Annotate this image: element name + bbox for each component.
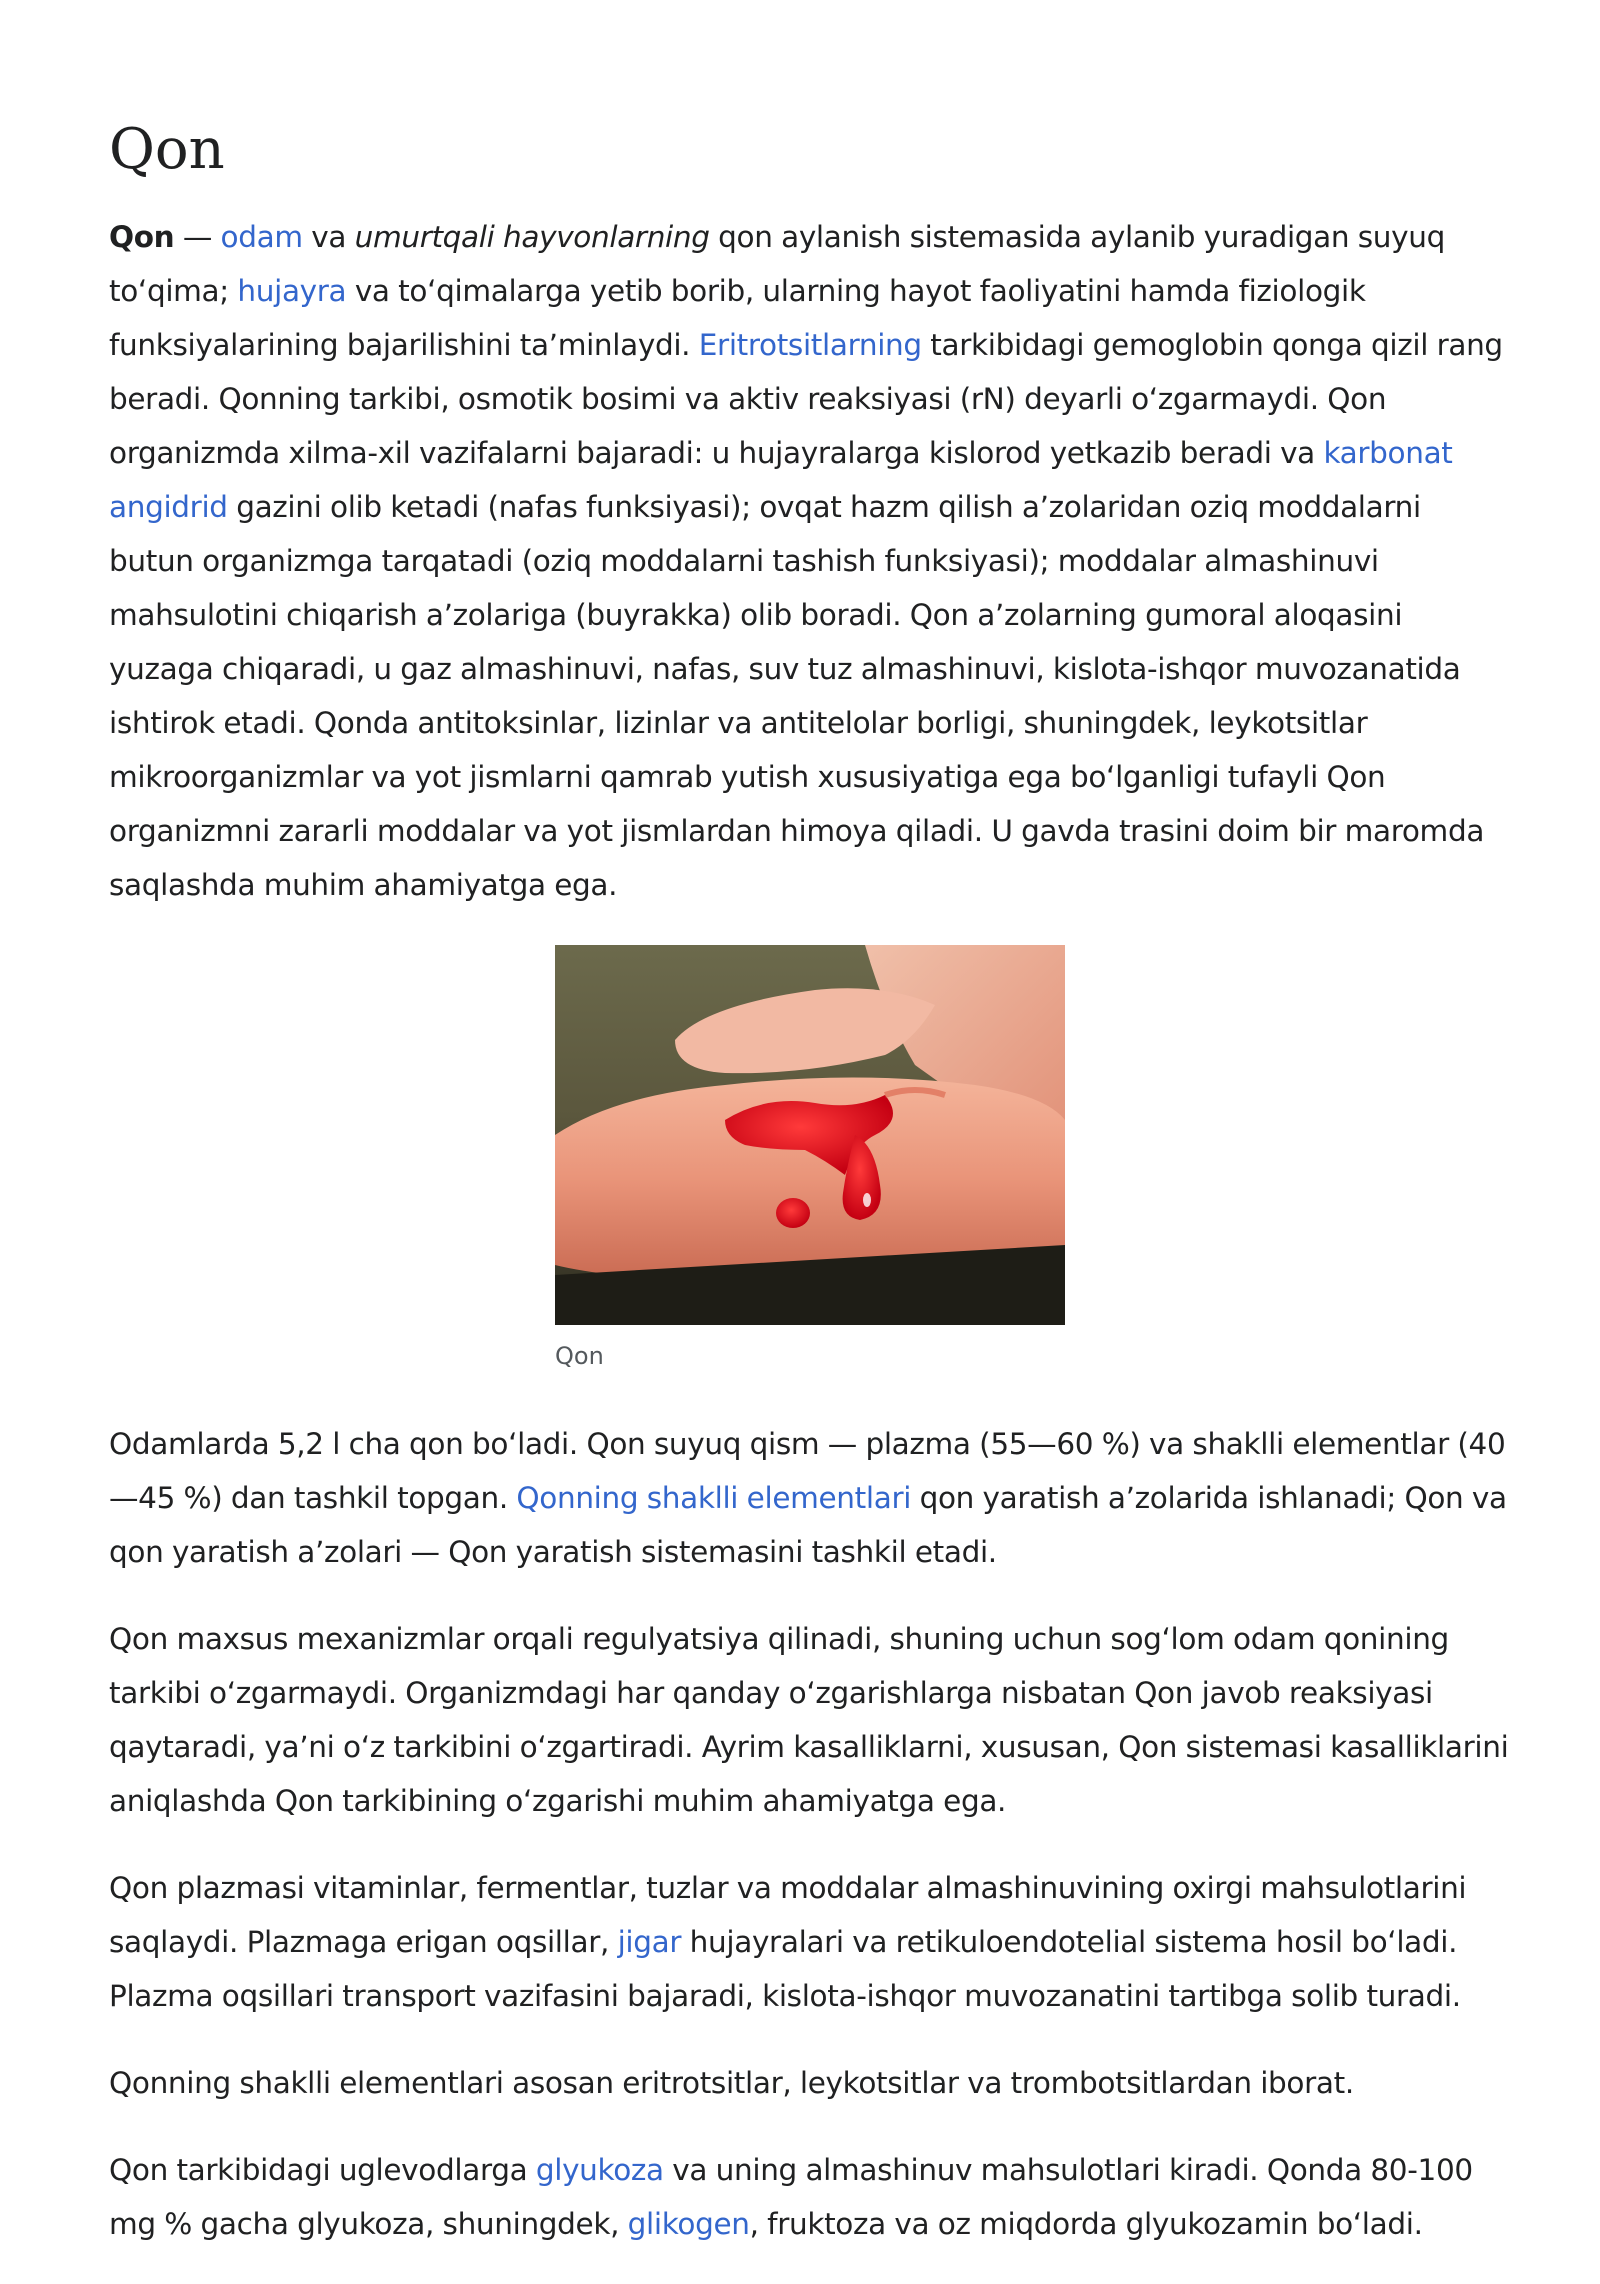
link-glyukoza[interactable]: glyukoza [535, 2153, 664, 2187]
intro-italic: umurtqali hayvonlarning [354, 220, 710, 254]
intro-paragraph [109, 210, 1509, 912]
link-odam[interactable]: odam [220, 220, 303, 254]
para4-text-1: Qon plazmasi vitaminlar, fermentlar, tuzlar va moddalar almashinuvining oxirgi mahsulotlarini saqlaydi. Plazmaga erigan oqsillar, [109, 1871, 1467, 1959]
link-karbonat-angidrid[interactable]: karbonat angidrid [109, 436, 1453, 524]
link-jigar[interactable]: jigar [617, 1925, 682, 1959]
link-glikogen[interactable]: glikogen [627, 2207, 750, 2241]
intro-text-1: — [174, 220, 221, 254]
intro-text-5: tarkibidagi gemoglobin qonga qizil rang beradi. Qonning tarkibi, osmotik bosimi va aktiv reaksiyasi (rN) deyarli oʻzgarmaydi. Qon organizmda xilma-xil vazifalarni bajaradi: u hujayralarga kislorod yetkazib beradi va [109, 328, 1503, 470]
paragraph-regulation: Qon maxsus mexanizmlar orqali regulyatsiya qilinadi, shuning uchun sogʻlom odam qonining tarkibi oʻzgarmaydi. Organizmdagi har qanday oʻzgarishlarga nisbatan Qon javob reaksiyasi qaytaradi, yaʼni oʻz tarkibini oʻzgartiradi. Ayrim kasalliklarni, xususan, Qon sistemasi kasalliklarini aniqlashda Qon tarkibining oʻzgarishi muhim ahamiyatga ega. [109, 1622, 1509, 1818]
para6-text-1: Qon tarkibidagi uglevodlarga [109, 2153, 536, 2187]
blood-finger-image[interactable] [555, 945, 1065, 1325]
link-eritrotsitlar[interactable]: Eritrotsitlarning [698, 328, 922, 362]
intro-text-3: qon aylanish sistemasida aylanib yuradigan suyuq toʻqima; [109, 220, 1445, 308]
paragraph-formed-elements: Qonning shaklli elementlari asosan eritrotsitlar, leykotsitlar va trombotsitlardan iborat. [109, 2066, 1354, 2100]
para6-text-2: va uning almashinuv mahsulotlari kiradi. Qonda 80-100 mg % gacha glyukoza, shuningdek, [109, 2153, 1473, 2241]
para2-text-2: qon yaratish aʼzolarida ishlanadi; Qon va qon yaratish aʼzolari — Qon yaratish sistemasini tashkil etadi. [109, 1481, 1507, 1569]
intro-text-2: va [302, 220, 355, 254]
paragraph-plasma [109, 1861, 1509, 2023]
link-hujayra[interactable]: hujayra [237, 274, 347, 308]
para4-text-2: hujayralari va retikuloendotelial sistema hosil boʻladi. Plazma oqsillari transport vazifasini bajaradi, kislota-ishqor muvozanatini tartibga solib turadi. [109, 1925, 1461, 2013]
lead-term: Qon [109, 220, 175, 254]
para2-text-1: Odamlarda 5,2 l cha qon boʻladi. Qon suyuq qism — plazma (55—60 %) va shaklli elementlar (40—45 %) dan tashkil topgan. [109, 1427, 1506, 1515]
intro-text-6: gazini olib ketadi (nafas funksiyasi); ovqat hazm qilish aʼzolaridan oziq moddalarni butun organizmga tarqatadi (oziq moddalarni tashish funksiyasi); moddalar almashinuvi mahsulotini chiqarish aʼzolariga (buyrakka) olib boradi. Qon aʼzolarning gumoral aloqasini yuzaga chiqaradi, u gaz almashinuvi, nafas, suv tuz almashinuvi, kislota-ishqor muvozanatida ishtirok etadi. Qonda antitoksinlar, lizinlar va antitelolar borligi, shuningdek, leykotsitlar mikroorganizmlar va yot jismlarni qamrab yutish xususiyatiga ega boʻlganligi tufayli Qon organizmni zararli moddalar va yot jismlardan himoya qiladi. U gavda trasini doim bir maromda saqlashda muhim ahamiyatga ega. [109, 490, 1485, 902]
para6-text-3: , fruktoza va oz miqdorda glyukozamin boʻladi. [749, 2207, 1423, 2241]
article [109, 110, 1509, 2284]
page-title: Qon [109, 117, 225, 182]
intro-text-4: va toʻqimalarga yetib borib, ularning hayot faoliyatini hamda fiziologik funksiyalarining bajarilishini taʼminlaydi. [109, 274, 1366, 362]
figure-caption: Qon [555, 1342, 604, 1370]
figure [109, 945, 1509, 1373]
blood-finger-illustration [555, 945, 1065, 1325]
link-shaklli-elementlar[interactable]: Qonning shaklli elementlari [516, 1481, 912, 1515]
paragraph-carbohydrates [109, 2143, 1509, 2251]
paragraph-composition [109, 1417, 1509, 1579]
